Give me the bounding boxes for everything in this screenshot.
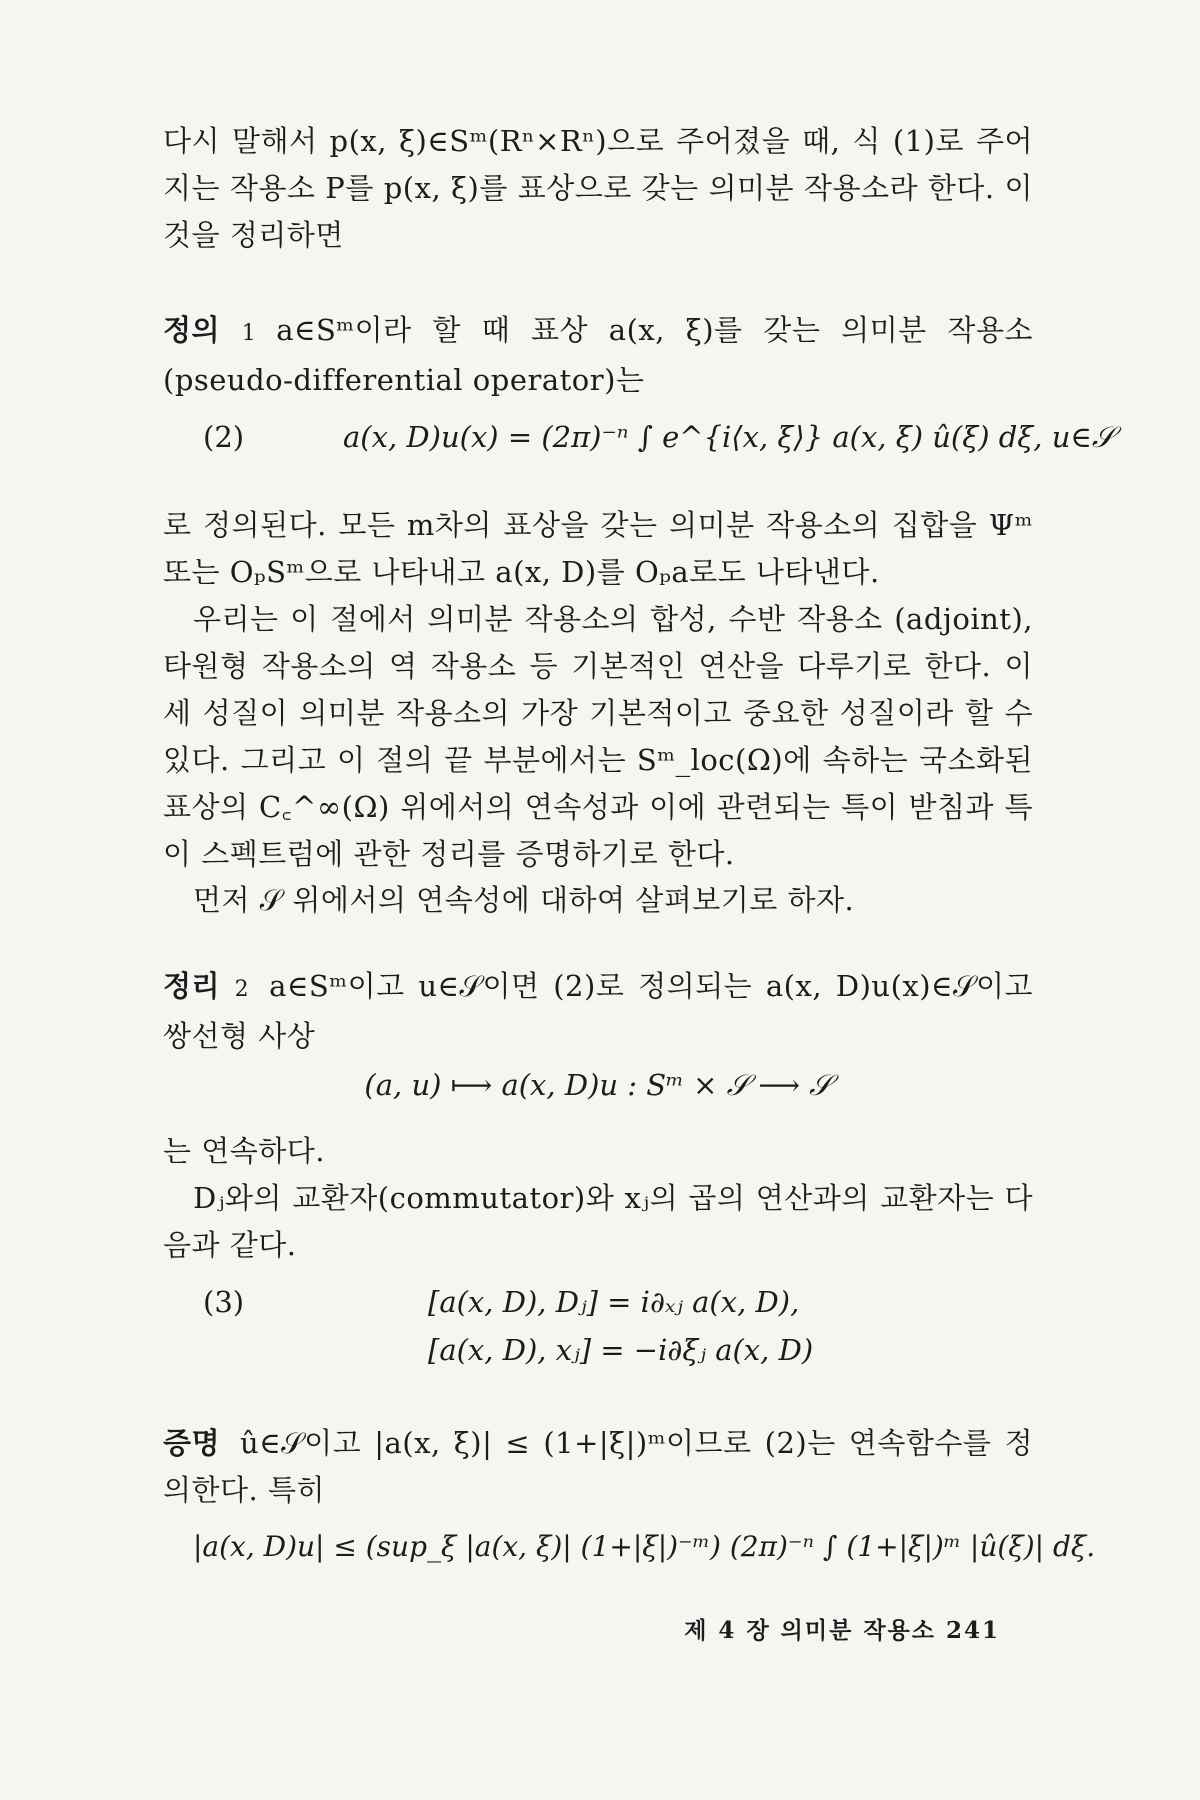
paragraph-operator-set xyxy=(163,502,1033,596)
paragraph-text: 다시 말해서 p(x, ξ)∈Sᵐ(Rⁿ×Rⁿ)으로 주어졌을 때, 식 (1)로 주어지는 작용소 P를 p(x, ξ)를 표상으로 갖는 의미분 작용소라 한다. 이것을 정리하면 xyxy=(163,124,1033,252)
equation-2 xyxy=(163,420,1115,472)
paragraph-commutator xyxy=(163,1175,1033,1269)
paragraph-intro xyxy=(163,118,1033,259)
paragraph-text: 는 연속하다. xyxy=(163,1134,326,1168)
definition-1 xyxy=(163,307,1033,404)
proof xyxy=(163,1420,1033,1514)
theorem-text: a∈Sᵐ이고 u∈𝒮이면 (2)로 정의되는 a(x, D)u(x)∈𝒮이고 쌍선형 사상 xyxy=(163,969,1033,1053)
paragraph-text: Dⱼ와의 교환자(commutator)와 xⱼ의 곱의 연산과의 교환자는 다음과 같다. xyxy=(163,1181,1033,1262)
definition-label: 정의 1 xyxy=(163,313,257,347)
paragraph-text: 우리는 이 절에서 의미분 작용소의 합성, 수반 작용소 (adjoint), 타원형 작용소의 역 작용소 등 기본적인 연산을 다루기로 한다. 이 세 성질이 의미분 작용소의 가장 기본적이고 중요한 성질이라 할 수 있다. 그리고 이 절의 끝 부분에서는 Sᵐ_loc(Ω)에 속하는 국소화된 표상의 C꜀^∞(Ω) 위에서의 연속성과 이에 관련되는 특이 받침과 특이 스펙트럼에 관한 정리를 증명하기로 한다. xyxy=(163,602,1033,871)
proof-label: 증명 xyxy=(163,1426,221,1460)
equation-line-2: [a(x, D), xⱼ] = −i∂ξⱼ a(x, D) xyxy=(428,1333,814,1367)
proof-text: û∈𝒮이고 |a(x, ξ)| ≤ (1+|ξ|)ᵐ이므로 (2)는 연속함수를 정의한다. 특히 xyxy=(163,1426,1033,1507)
equation-number: (2) xyxy=(203,420,245,454)
paragraph-continuity xyxy=(163,877,1033,924)
equation-number: (3) xyxy=(203,1285,245,1319)
paragraph-continuous xyxy=(163,1128,1033,1175)
theorem-label: 정리 2 xyxy=(163,969,250,1003)
proof-estimate-equation: |a(x, D)u| ≤ (sup_ξ |a(x, ξ)| (1+|ξ|)⁻ᵐ) (2π)⁻ⁿ ∫ (1+|ξ|)ᵐ |û(ξ)| dξ. xyxy=(193,1530,1096,1563)
definition-text: a∈Sᵐ이라 할 때 표상 a(x, ξ)를 갖는 의미분 작용소(pseudo-differential operator)는 xyxy=(163,313,1033,397)
theorem-2 xyxy=(163,963,1033,1060)
equation-line-1: [a(x, D), Dⱼ] = i∂ₓⱼ a(x, D), xyxy=(428,1285,800,1319)
equation-3 xyxy=(163,1285,1033,1395)
page-footer: 제 4 장 의미분 작용소 241 xyxy=(684,1617,1000,1644)
equation-body: (a, u) ⟼ a(x, D)u : Sᵐ × 𝒮 ⟶ 𝒮 xyxy=(364,1068,832,1102)
paragraph-text: 로 정의된다. 모든 m차의 표상을 갖는 의미분 작용소의 집합을 Ψᵐ 또는 OₚSᵐ으로 나타내고 a(x, D)를 Oₚa로도 나타낸다. xyxy=(163,508,1033,589)
paragraph-text: 먼저 𝒮 위에서의 연속성에 대하여 살펴보기로 하자. xyxy=(193,883,855,917)
equation-body: a(x, D)u(x) = (2π)⁻ⁿ ∫ e^{i⟨x, ξ⟩} a(x, ξ) û(ξ) dξ, u∈𝒮 xyxy=(343,420,1115,454)
paragraph-overview xyxy=(163,596,1033,878)
